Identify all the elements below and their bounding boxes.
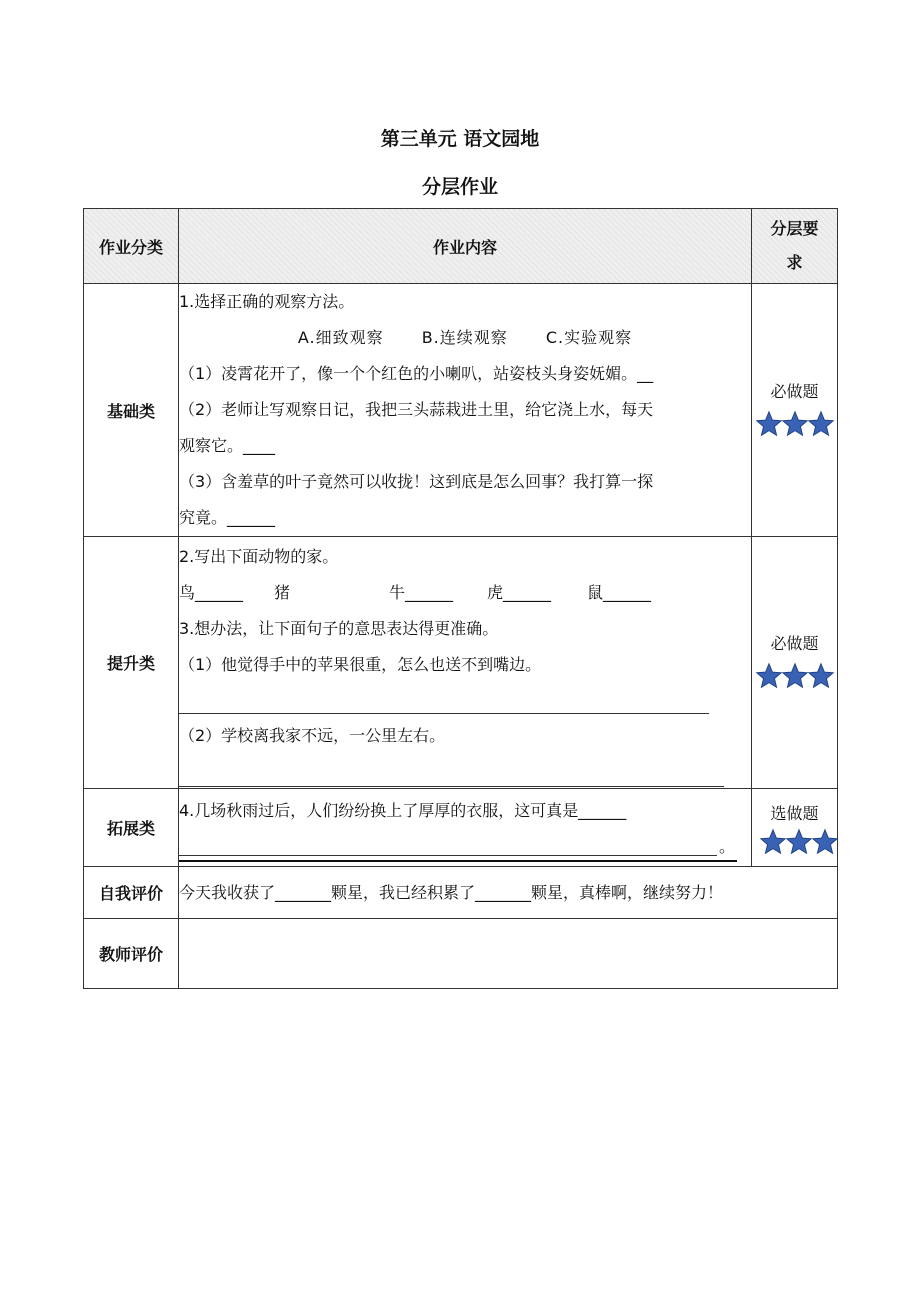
requirement-basic [752,284,838,537]
answer-line-1[interactable] [179,683,709,714]
animal-pig: 猪 [274,582,291,602]
animal-homes [179,575,751,611]
basic-sentence-3b: 究竟。______ [179,508,276,527]
star-icon [781,410,809,438]
page-subtitle: 分层作业 [421,176,498,198]
category-teacher-eval: 教师评价 [84,919,179,989]
basic-sentence-2a: （2）老师让写观察日记，我把三头蒜栽进土里，给它浇上水，每天 [179,400,654,419]
star-icon [807,410,835,438]
page-title: 第三单元 语文园地 [380,128,540,150]
requirement-extend [752,789,838,867]
content-improve [179,537,752,789]
animal-bird: 鸟______ [179,582,244,602]
improve-sentence-1: （1）他觉得手中的苹果很重，怎么也送不到嘴边。 [179,654,542,674]
stars-improve [752,662,837,694]
category-self-eval: 自我评价 [84,867,179,919]
option-a: A.细致观察 [297,328,384,347]
basic-sentence-1: （1）凌霄花开了，像一个个红色的小喇叭，站姿枝头身姿妩媚。__ [179,364,654,383]
star-icon [811,828,839,856]
content-basic [179,284,752,537]
star-icon [785,828,813,856]
row-basic [84,284,838,537]
option-c: C.实验观察 [545,328,633,347]
stars-extend [760,828,837,860]
basic-options [179,320,751,356]
homework-table [83,208,838,989]
self-eval-text[interactable]: 今天我收获了_______颗星，我已经积累了_______颗星，真棒啊，继续努力！ [179,867,838,919]
header-requirement [752,209,838,284]
extend-bottom-rule [179,860,737,862]
star-icon [755,662,783,690]
header-row [84,209,838,284]
extend-answer-row [179,829,751,865]
basic-question-1: 1.选择正确的观察方法。 [179,292,355,311]
extend-answer-line[interactable] [179,839,717,856]
animal-mouse: 鼠______ [587,582,652,602]
row-improve [84,537,838,789]
animal-cow: 牛______ [389,582,454,602]
extend-end-mark: 。 [719,836,736,856]
basic-sentence-2b: 观察它。____ [179,436,276,455]
teacher-eval-field[interactable] [179,919,838,989]
requirement-improve-label: 必做题 [770,634,819,653]
answer-line-2[interactable] [179,754,724,787]
requirement-extend-label: 选做题 [770,804,819,823]
row-extend [84,789,838,867]
animal-tiger: 虎______ [487,582,552,602]
star-icon [781,662,809,690]
improve-question-2: 2.写出下面动物的家。 [179,546,339,566]
improve-sentence-2: （2）学校离我家不远，一公里左右。 [179,725,446,745]
header-requirement-text: 分层要求 [770,219,819,272]
requirement-improve [752,537,838,789]
star-icon [759,828,787,856]
content-extend [179,789,752,867]
category-extend: 拓展类 [84,789,179,867]
star-icon [807,662,835,690]
option-b: B.连续观察 [421,328,508,347]
header-category: 作业分类 [84,209,179,284]
category-basic: 基础类 [84,284,179,537]
extend-question-4: 4.几场秋雨过后，人们纷纷换上了厚厚的衣服，这可真是______ [179,800,627,820]
category-improve: 提升类 [84,537,179,789]
star-icon [755,410,783,438]
stars-basic [752,410,837,442]
row-self-eval [84,867,838,919]
basic-sentence-3a: （3）含羞草的叶子竟然可以收拢！这到底是怎么回事？我打算一探 [179,472,654,491]
row-teacher-eval [84,919,838,989]
requirement-basic-label: 必做题 [770,381,819,401]
header-content: 作业内容 [179,209,752,284]
improve-question-3: 3.想办法，让下面句子的意思表达得更准确。 [179,618,499,638]
